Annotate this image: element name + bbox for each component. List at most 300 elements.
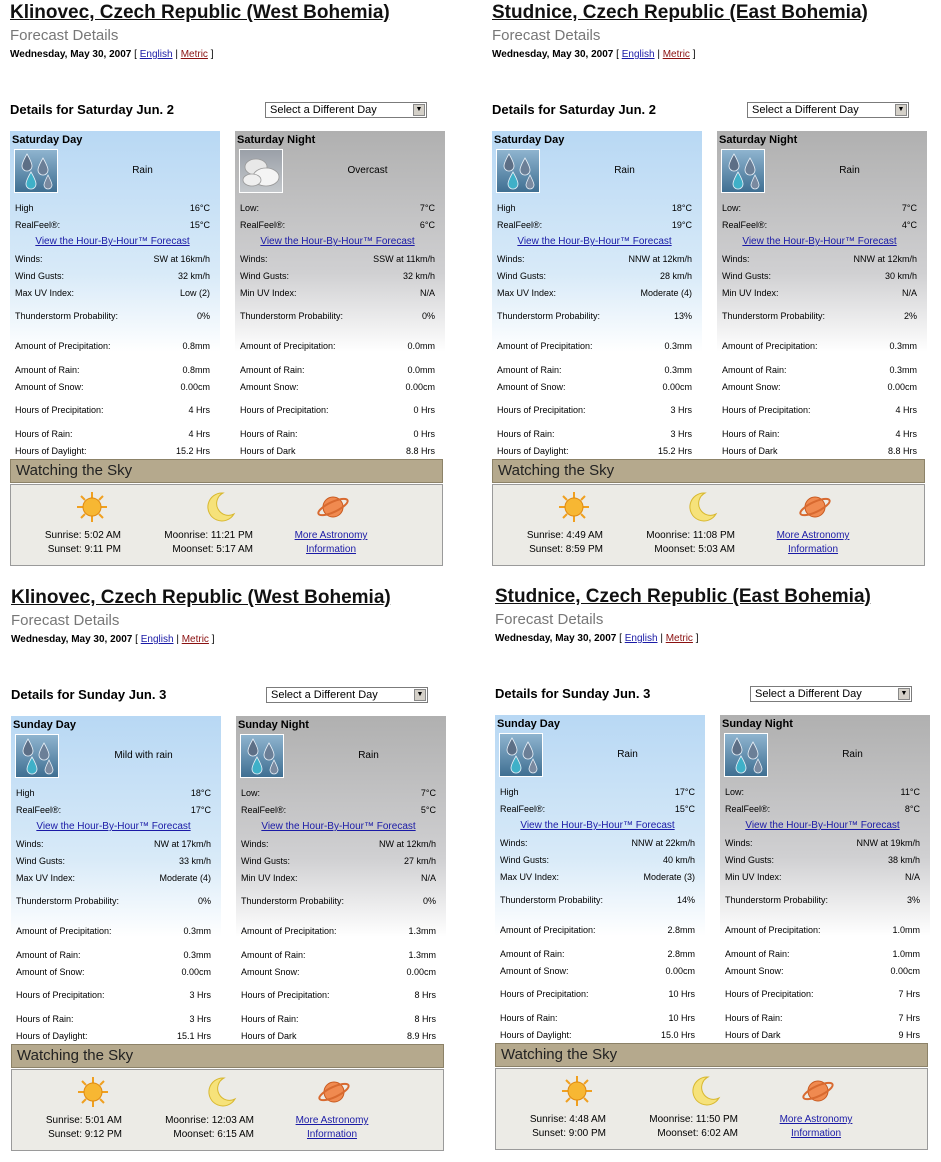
stat-row — [722, 331, 917, 361]
night-forecast-column — [720, 715, 930, 1040]
stat-row — [240, 395, 435, 425]
stat-row — [725, 915, 920, 945]
sunset-time: Sunset: 9:11 PM — [47, 544, 121, 555]
stat-value: 33 km/h — [178, 855, 211, 866]
stat-label: Min UV Index: — [240, 287, 297, 298]
stat-value: 9 Hrs — [898, 1029, 920, 1040]
temperature-value: 16°C — [189, 202, 210, 213]
stat-value: 3 Hrs — [189, 990, 211, 1000]
sunrise-time: Sunrise: 5:01 AM — [45, 1115, 122, 1126]
temperature-value: 18°C — [190, 787, 211, 798]
stat-value: NNW at 12km/h — [853, 253, 917, 264]
stat-row — [15, 250, 210, 267]
stat-value: 0.00cm — [181, 966, 211, 977]
stat-label: Hours of Precipitation: — [722, 405, 811, 415]
period-heading: Sunday Night — [238, 719, 309, 731]
stat-value: 8.9 Hrs — [406, 1030, 436, 1041]
date-line — [492, 49, 696, 60]
more-astronomy-link[interactable] — [768, 1113, 864, 1141]
stat-value: 0.00cm — [662, 381, 692, 392]
stat-value: N/A — [904, 871, 920, 882]
temperature-label: Low: — [722, 202, 742, 213]
stat-value: 0.8mm — [182, 364, 210, 375]
day-select-label: Select a Different Day — [752, 104, 859, 116]
realfeel-label: RealFeel®: — [497, 219, 543, 230]
stat-label: Thunderstorm Probability: — [15, 311, 119, 321]
realfeel-label: RealFeel®: — [240, 219, 286, 230]
location-title: Klinovec, Czech Republic (West Bohemia) — [11, 587, 391, 608]
stat-row — [16, 835, 211, 852]
realfeel-row — [500, 800, 695, 817]
moonrise-time: Moonrise: 11:50 PM — [649, 1114, 738, 1125]
stats-list — [500, 783, 695, 1043]
stat-value: 1.3mm — [408, 949, 436, 960]
hour-by-hour-link[interactable]: View the Hour-By-Hour™ Forecast — [36, 821, 191, 832]
bracket-open: [ — [134, 49, 140, 60]
night-forecast-column — [235, 131, 445, 456]
stat-row — [241, 916, 436, 946]
temperature-row — [500, 783, 695, 800]
details-heading: Details for Sunday Jun. 3 — [495, 686, 651, 701]
planet-icon — [317, 1075, 351, 1109]
sunrise-time: Sunrise: 4:49 AM — [526, 530, 603, 541]
stat-value: 28 km/h — [659, 270, 692, 281]
stat-row — [16, 869, 211, 886]
stat-label: Hours of Rain: — [15, 428, 73, 439]
stat-row — [240, 250, 435, 267]
english-units-link[interactable]: English — [139, 49, 173, 60]
day-select-dropdown[interactable] — [266, 687, 428, 703]
more-astronomy-line1: More Astronomy — [294, 530, 368, 541]
stat-label: Hours of Precipitation: — [240, 405, 329, 415]
stat-row — [500, 885, 695, 915]
stat-row — [725, 945, 920, 962]
realfeel-label: RealFeel®: — [241, 804, 287, 815]
stat-row — [16, 916, 211, 946]
more-astronomy-link[interactable] — [283, 529, 379, 557]
stat-row — [240, 331, 435, 361]
stat-label: Max UV Index: — [497, 287, 557, 298]
period-heading: Sunday Night — [722, 718, 793, 730]
stat-row — [15, 284, 210, 301]
stat-row — [497, 250, 692, 267]
details-heading: Details for Saturday Jun. 2 — [10, 102, 174, 117]
day-select-dropdown[interactable] — [747, 102, 909, 118]
realfeel-row — [497, 216, 692, 233]
stat-label: Hours of Dark — [722, 445, 778, 456]
english-units-link[interactable]: English — [621, 49, 655, 60]
stat-label: Amount Snow: — [241, 966, 300, 977]
stat-label: Hours of Daylight: — [497, 445, 569, 456]
more-astronomy-link[interactable] — [284, 1114, 380, 1142]
stats-list — [722, 199, 917, 459]
date-line — [11, 634, 215, 645]
planet-icon — [316, 490, 350, 524]
moonrise-time: Moonrise: 11:21 PM — [164, 530, 253, 541]
realfeel-value: 5°C — [420, 804, 436, 815]
stat-label: Amount of Snow: — [15, 381, 84, 392]
stat-row — [241, 963, 436, 980]
date-line — [495, 633, 699, 644]
realfeel-value: 15°C — [189, 219, 210, 230]
moonrise-time: Moonrise: 12:03 AM — [165, 1115, 254, 1126]
stat-row — [500, 834, 695, 851]
temperature-label: Low: — [241, 787, 261, 798]
stat-label: Winds: — [722, 253, 750, 264]
realfeel-label: RealFeel®: — [15, 219, 61, 230]
stat-rows — [725, 834, 920, 1043]
sun-icon — [557, 490, 591, 524]
sun-times — [31, 529, 121, 557]
stat-value: 10 Hrs — [668, 989, 695, 999]
stat-value: 0.00cm — [887, 381, 917, 392]
stat-row — [16, 946, 211, 963]
stat-label: Winds: — [500, 837, 528, 848]
condition-text: Mild with rain — [114, 750, 173, 761]
stats-list — [241, 784, 436, 1044]
stat-row — [16, 852, 211, 869]
stat-value: NNW at 19km/h — [856, 837, 920, 848]
sun-times — [513, 529, 603, 557]
stat-value: 10 Hrs — [668, 1012, 695, 1023]
stat-rows — [241, 835, 436, 1044]
current-date: Wednesday, May 30, 2007 — [11, 634, 133, 645]
realfeel-value: 15°C — [674, 803, 695, 814]
day-forecast-column — [11, 716, 221, 1041]
stat-row — [722, 267, 917, 284]
night-forecast-column — [236, 716, 446, 1041]
stat-row — [241, 946, 436, 963]
stat-value: Moderate (3) — [643, 871, 695, 882]
stat-row — [15, 442, 210, 459]
realfeel-row — [725, 800, 920, 817]
temperature-row — [240, 199, 435, 216]
stat-label: Wind Gusts: — [15, 270, 65, 281]
stat-row — [497, 331, 692, 361]
watching-sky-heading: Watching the Sky — [11, 1044, 444, 1068]
condition-text: Overcast — [347, 165, 388, 176]
stat-value: 32 km/h — [177, 270, 210, 281]
realfeel-label: RealFeel®: — [722, 219, 768, 230]
stat-label: Amount of Precipitation: — [500, 925, 596, 935]
stat-value: 2% — [903, 311, 917, 321]
more-astronomy-link[interactable] — [765, 529, 861, 557]
stat-value: 3% — [906, 895, 920, 905]
sun-times — [516, 1113, 606, 1141]
bracket-close: ] — [210, 49, 214, 60]
moon-icon — [685, 490, 719, 524]
stat-row — [500, 868, 695, 885]
stat-label: Hours of Rain: — [497, 428, 555, 439]
temperature-value: 7°C — [901, 202, 917, 213]
stat-label: Amount of Rain: — [725, 948, 790, 959]
stat-label: Hours of Precipitation: — [725, 989, 814, 999]
watching-sky-heading: Watching the Sky — [495, 1043, 928, 1067]
more-astronomy-line1: More Astronomy — [295, 1115, 369, 1126]
moonset-time: Moonset: 6:02 AM — [657, 1128, 738, 1139]
stat-label: Amount of Precipitation: — [240, 341, 336, 351]
astronomy-box — [495, 1068, 928, 1150]
stat-label: Amount of Snow: — [500, 965, 569, 976]
stat-value: 0.00cm — [405, 381, 435, 392]
day-select-dropdown[interactable] — [265, 102, 427, 118]
stat-label: Thunderstorm Probability: — [16, 896, 120, 906]
stat-rows — [16, 835, 211, 1044]
stat-value: NNW at 22km/h — [631, 837, 695, 848]
sunset-time: Sunset: 9:00 PM — [532, 1128, 606, 1139]
temperature-value: 7°C — [419, 202, 435, 213]
stat-value: 0.3mm — [183, 926, 211, 936]
stat-row — [241, 852, 436, 869]
stat-label: Winds: — [15, 253, 43, 264]
stat-row — [722, 301, 917, 331]
overcast-icon — [239, 149, 283, 193]
stat-row — [15, 331, 210, 361]
stat-value: 7 Hrs — [898, 1012, 920, 1023]
dropdown-arrow-icon: ▼ — [895, 104, 907, 116]
stat-row — [15, 378, 210, 395]
link-separator: | — [176, 634, 182, 645]
bracket-close: ] — [695, 633, 699, 644]
day-forecast-column — [492, 131, 702, 456]
realfeel-value: 19°C — [671, 219, 692, 230]
stat-value: 15.2 Hrs — [175, 445, 210, 456]
stat-label: Thunderstorm Probability: — [240, 311, 344, 321]
stat-value: 15.1 Hrs — [176, 1030, 211, 1041]
stat-row — [722, 395, 917, 425]
stat-value: 40 km/h — [662, 854, 695, 865]
hour-by-hour-link[interactable]: View the Hour-By-Hour™ Forecast — [742, 236, 897, 247]
link-separator: | — [657, 49, 663, 60]
stat-label: Amount of Rain: — [497, 364, 562, 375]
dropdown-arrow-icon: ▼ — [414, 689, 426, 701]
stat-row — [241, 886, 436, 916]
stat-row — [497, 378, 692, 395]
page-subtitle: Forecast Details — [492, 27, 601, 44]
stat-label: Hours of Rain: — [722, 428, 780, 439]
stats-list — [240, 199, 435, 459]
stat-label: Hours of Rain: — [725, 1012, 783, 1023]
stat-row — [725, 868, 920, 885]
realfeel-row — [240, 216, 435, 233]
stat-rows — [722, 250, 917, 459]
temperature-value: 7°C — [420, 787, 436, 798]
metric-units-link[interactable]: Metric — [181, 634, 209, 645]
rain-icon — [240, 734, 284, 778]
realfeel-value: 8°C — [904, 803, 920, 814]
sunset-time: Sunset: 9:12 PM — [48, 1129, 122, 1140]
stat-label: Hours of Daylight: — [15, 445, 87, 456]
stat-label: Hours of Dark — [241, 1030, 297, 1041]
stat-label: Winds: — [16, 838, 44, 849]
stat-row — [15, 301, 210, 331]
stat-value: 1.0mm — [892, 925, 920, 935]
stat-label: Amount of Precipitation: — [16, 926, 112, 936]
stat-label: Hours of Precipitation: — [500, 989, 589, 999]
stat-row — [15, 395, 210, 425]
stat-label: Hours of Daylight: — [500, 1029, 572, 1040]
stat-label: Hours of Precipitation: — [15, 405, 104, 415]
stat-rows — [497, 250, 692, 459]
metric-units-link[interactable]: Metric — [662, 49, 690, 60]
stat-value: 2.8mm — [667, 948, 695, 959]
stat-value: N/A — [419, 287, 435, 298]
english-units-link[interactable]: English — [624, 633, 658, 644]
stat-label: Winds: — [241, 838, 269, 849]
stat-rows — [15, 250, 210, 459]
stat-value: 8 Hrs — [414, 1013, 436, 1024]
hour-by-hour-link[interactable]: View the Hour-By-Hour™ Forecast — [520, 820, 675, 831]
rain-icon — [15, 734, 59, 778]
dropdown-arrow-icon: ▼ — [898, 688, 910, 700]
stat-label: Wind Gusts: — [497, 270, 547, 281]
hour-by-hour-link[interactable]: View the Hour-By-Hour™ Forecast — [35, 236, 190, 247]
period-heading: Sunday Day — [497, 718, 560, 730]
stat-value: N/A — [420, 872, 436, 883]
location-title: Studnice, Czech Republic (East Bohemia) — [495, 586, 871, 607]
stat-row — [725, 979, 920, 1009]
stat-label: Amount Snow: — [725, 965, 784, 976]
hour-by-hour-link[interactable]: View the Hour-By-Hour™ Forecast — [517, 236, 672, 247]
stat-row — [497, 361, 692, 378]
metric-units-link[interactable]: Metric — [665, 633, 693, 644]
date-line — [10, 49, 214, 60]
stat-row — [722, 250, 917, 267]
stat-value: 0.8mm — [182, 341, 210, 351]
hour-by-hour-link[interactable]: View the Hour-By-Hour™ Forecast — [261, 821, 416, 832]
stat-value: 0.3mm — [889, 341, 917, 351]
stat-row — [241, 869, 436, 886]
stat-row — [500, 915, 695, 945]
sun-times — [32, 1114, 122, 1142]
stat-value: 3 Hrs — [670, 428, 692, 439]
stat-value: 1.0mm — [892, 948, 920, 959]
temperature-value: 18°C — [671, 202, 692, 213]
stat-label: Winds: — [725, 837, 753, 848]
sun-icon — [560, 1074, 594, 1108]
temperature-label: High — [497, 202, 516, 213]
stat-row — [500, 851, 695, 868]
stat-label: Min UV Index: — [241, 872, 298, 883]
day-select-dropdown[interactable] — [750, 686, 912, 702]
current-date: Wednesday, May 30, 2007 — [10, 49, 132, 60]
stat-row — [240, 361, 435, 378]
more-astronomy-line2: Information — [787, 544, 839, 555]
stat-row — [497, 284, 692, 301]
period-heading: Saturday Night — [719, 134, 798, 146]
hour-by-hour-link[interactable]: View the Hour-By-Hour™ Forecast — [745, 820, 900, 831]
temperature-row — [725, 783, 920, 800]
condition-text: Rain — [358, 750, 379, 761]
stat-value: 0% — [197, 896, 211, 906]
stat-label: Amount of Rain: — [240, 364, 305, 375]
rain-icon — [721, 149, 765, 193]
period-heading: Saturday Day — [12, 134, 83, 146]
stat-label: Hours of Dark — [240, 445, 296, 456]
watching-sky-heading: Watching the Sky — [10, 459, 443, 483]
stat-value: 4 Hrs — [188, 405, 210, 415]
forecast-panel — [10, 2, 446, 577]
stat-rows — [240, 250, 435, 459]
details-heading: Details for Sunday Jun. 3 — [11, 687, 167, 702]
stat-value: 27 km/h — [403, 855, 436, 866]
stat-value: 0% — [421, 311, 435, 321]
stat-value: 0 Hrs — [413, 405, 435, 415]
moonset-time: Moonset: 5:03 AM — [654, 544, 735, 555]
forecast-panel — [492, 2, 928, 577]
stat-value: 30 km/h — [884, 270, 917, 281]
condition-text: Rain — [617, 749, 638, 760]
moon-icon — [204, 1075, 238, 1109]
stat-value: Low (2) — [179, 287, 210, 298]
stat-label: Amount Snow: — [722, 381, 781, 392]
moon-times — [152, 1114, 254, 1142]
forecast-panel — [11, 587, 447, 1162]
temperature-label: High — [15, 202, 34, 213]
stat-row — [497, 267, 692, 284]
stat-row — [16, 980, 211, 1010]
moonrise-time: Moonrise: 11:08 PM — [646, 530, 735, 541]
realfeel-label: RealFeel®: — [500, 803, 546, 814]
stat-row — [16, 886, 211, 916]
stat-label: Max UV Index: — [16, 872, 76, 883]
moon-times — [636, 1113, 738, 1141]
stat-row — [722, 361, 917, 378]
stat-label: Wind Gusts: — [725, 854, 775, 865]
metric-units-link[interactable]: Metric — [180, 49, 208, 60]
stat-row — [241, 1027, 436, 1044]
stat-value: SSW at 11km/h — [373, 253, 435, 264]
stat-value: 3 Hrs — [189, 1013, 211, 1024]
stat-label: Amount of Rain: — [241, 949, 306, 960]
stat-label: Thunderstorm Probability: — [241, 896, 345, 906]
astronomy-box — [10, 484, 443, 566]
more-astronomy-line2: Information — [790, 1128, 842, 1139]
stat-label: Amount of Precipitation: — [241, 926, 337, 936]
stat-label: Min UV Index: — [722, 287, 779, 298]
astronomy-box — [492, 484, 925, 566]
stat-row — [725, 1009, 920, 1026]
stat-row — [500, 962, 695, 979]
stat-value: 0.00cm — [890, 965, 920, 976]
stat-value: 13% — [673, 311, 692, 321]
stats-list — [725, 783, 920, 1043]
stat-label: Hours of Precipitation: — [497, 405, 586, 415]
stat-label: Amount of Precipitation: — [722, 341, 818, 351]
stat-row — [240, 442, 435, 459]
stat-row — [497, 442, 692, 459]
rain-icon — [14, 149, 58, 193]
planet-icon — [801, 1074, 835, 1108]
temperature-row — [15, 199, 210, 216]
day-forecast-column — [10, 131, 220, 456]
stat-value: 0.00cm — [180, 381, 210, 392]
condition-text: Rain — [839, 165, 860, 176]
stat-label: Hours of Daylight: — [16, 1030, 88, 1041]
rain-icon — [724, 733, 768, 777]
hour-by-hour-link[interactable]: View the Hour-By-Hour™ Forecast — [260, 236, 415, 247]
rain-icon — [499, 733, 543, 777]
english-units-link[interactable]: English — [140, 634, 174, 645]
stat-value: 2.8mm — [667, 925, 695, 935]
stat-row — [16, 963, 211, 980]
stat-label: Min UV Index: — [725, 871, 782, 882]
stat-label: Wind Gusts: — [722, 270, 772, 281]
sunrise-time: Sunrise: 4:48 AM — [529, 1114, 606, 1125]
temperature-value: 17°C — [674, 786, 695, 797]
stat-row — [722, 284, 917, 301]
stat-label: Hours of Precipitation: — [16, 990, 105, 1000]
